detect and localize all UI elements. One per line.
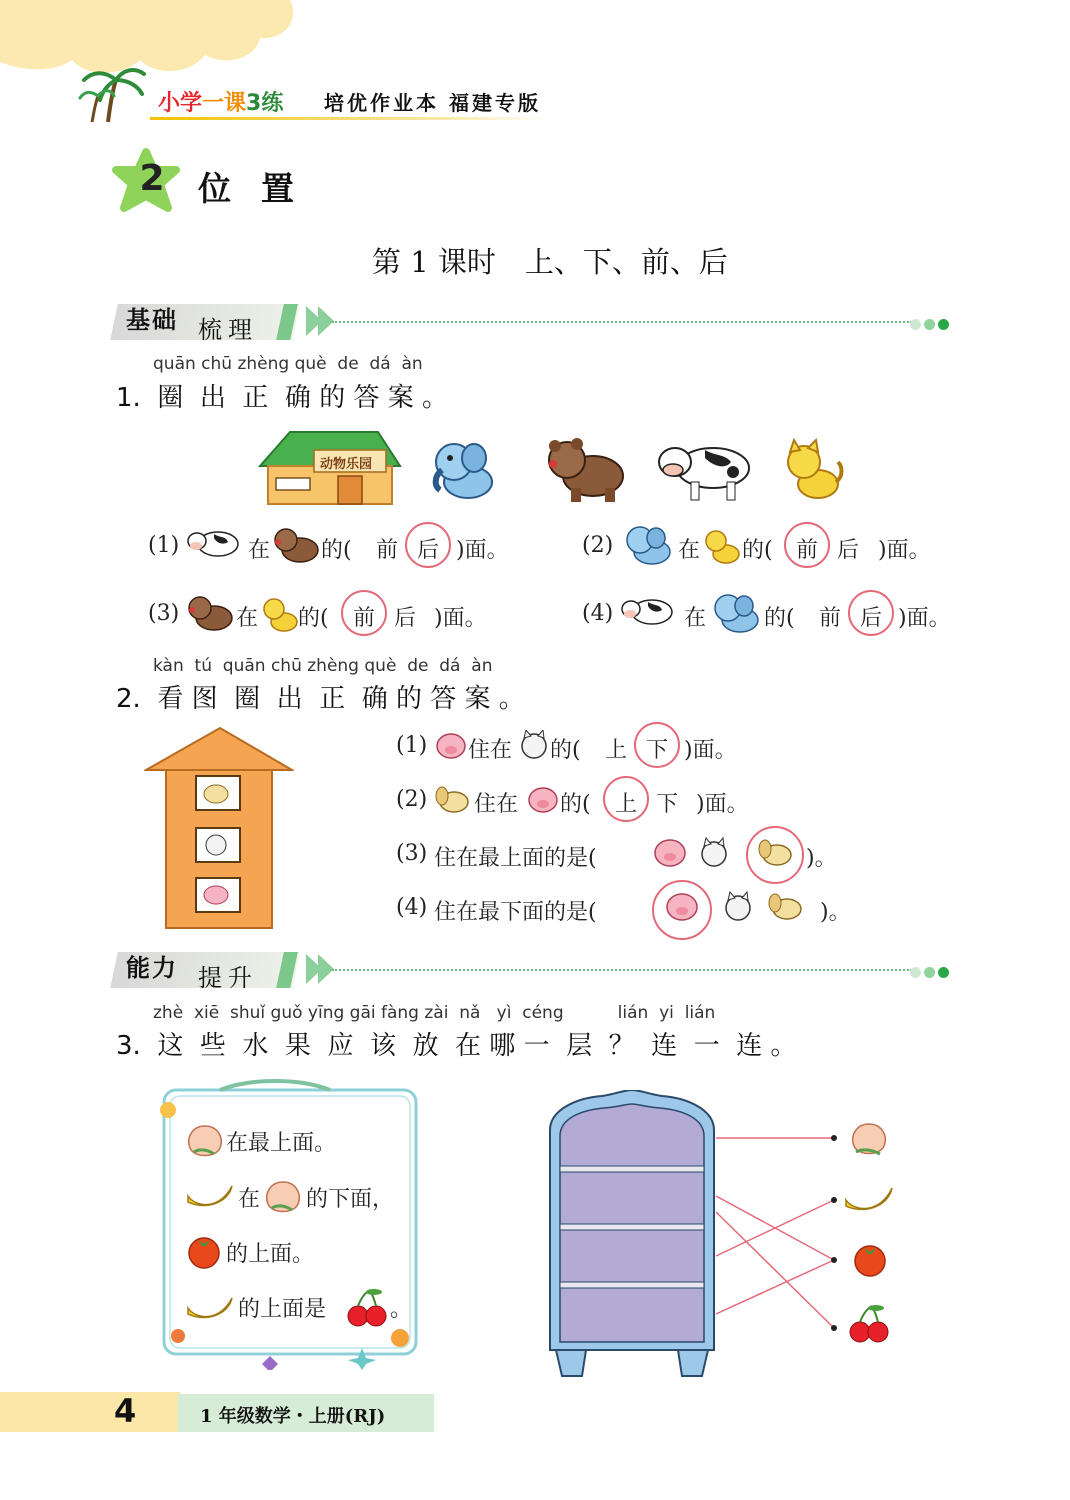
q2-item-4-text: 住在最下面的是( [434, 900, 597, 925]
bookshelf-cabinet [546, 1090, 718, 1380]
q1-item-3-end: 的( [298, 606, 329, 631]
cat-icon [260, 594, 300, 634]
cow-icon [620, 594, 674, 632]
q1-item-2-option-back[interactable]: 后 [837, 538, 860, 563]
dot-trail-icon [910, 315, 952, 334]
section-banner-basic [114, 304, 954, 346]
dotted-rule [332, 969, 912, 971]
chapter-number: 2 [139, 158, 165, 199]
q1-item-4-end: 的( [764, 606, 795, 631]
pig-icon [434, 730, 468, 762]
q1-item-2-close: )面。 [878, 538, 931, 563]
q3-clue-4-mid: 的上面是 [238, 1297, 327, 1322]
q3-clue-1: 在最上面。 [226, 1131, 337, 1156]
elephant-icon [708, 590, 762, 636]
dog-icon [434, 784, 470, 816]
pig-icon [526, 784, 560, 816]
cat-icon [702, 526, 742, 566]
q3-pinyin: zhè xiē shuǐ guǒ yīng gāi fàng zài nǎ yì céng lián yi lián [153, 1003, 716, 1023]
series-logo-part-a: 小学 [158, 91, 203, 116]
footer-page-tab [0, 1392, 180, 1432]
banana-icon [184, 1288, 236, 1326]
page-number: 4 [114, 1392, 137, 1430]
pig-icon[interactable] [652, 836, 688, 870]
q1-item-1-option-front[interactable]: 前 [376, 538, 399, 563]
peach-icon [184, 1120, 226, 1160]
bear-icon [545, 434, 627, 504]
dot-trail-icon [910, 963, 952, 982]
cherry-icon[interactable] [846, 1302, 892, 1344]
series-logo [158, 86, 283, 117]
q2-item-3-close: )。 [806, 846, 837, 871]
q2-item-2-mid: 住在 [474, 792, 519, 817]
answer-connector-lines [700, 1120, 850, 1340]
q2-item-2-option-up[interactable]: 上 [615, 792, 638, 817]
series-logo-part-c: 3练 [246, 91, 284, 116]
q1-item-4-number: (4) [582, 601, 614, 626]
q1-item-2-end: 的( [742, 538, 773, 563]
q1-item-4-mid: 在 [684, 606, 707, 631]
header-underline [150, 117, 550, 120]
q1-item-4-option-front[interactable]: 前 [819, 606, 842, 631]
cat-icon [518, 730, 550, 762]
pig-icon[interactable] [664, 890, 700, 924]
elephant-icon [620, 522, 674, 568]
q2-item-1-end: 的( [550, 738, 581, 763]
series-logo-part-b: 一课 [202, 91, 247, 116]
chapter-title: 位置 [198, 169, 324, 208]
banner-tag-secondary: 提升 [198, 964, 258, 992]
q1-item-1-close: )面。 [456, 538, 509, 563]
q3-clue-4-suffix: 。 [390, 1297, 413, 1322]
dog-icon[interactable] [766, 890, 804, 924]
section-banner-advanced [114, 952, 954, 994]
q3-prompt: 3. 这 些 水 果 应 该 放 在 哪 一 层 ？ 连 一 连 。 [116, 1031, 797, 1061]
cat-icon [780, 438, 846, 504]
cow-icon [186, 526, 240, 564]
banner-tag-primary: 能力 [126, 954, 178, 982]
book-title: 1 年级数学・上册(RJ) [200, 1406, 386, 1427]
bear-icon [186, 592, 234, 634]
q2-item-4-number: (4) [396, 895, 428, 920]
elephant-icon [426, 436, 500, 504]
q2-item-3-number: (3) [396, 841, 428, 866]
q2-item-4-close: )。 [820, 900, 851, 925]
banana-icon [184, 1176, 236, 1214]
q2-item-1-close: )面。 [684, 738, 737, 763]
q1-item-1-option-back[interactable]: 后 [417, 538, 440, 563]
q2-item-2-end: 的( [560, 792, 591, 817]
q2-item-2-option-down[interactable]: 下 [656, 792, 679, 817]
cat-icon[interactable] [698, 836, 730, 870]
q2-item-3-text: 住在最上面的是( [434, 846, 597, 871]
q2-item-1-option-down[interactable]: 下 [646, 738, 669, 763]
q1-item-2-option-front[interactable]: 前 [796, 538, 819, 563]
banner-tag-secondary: 梳理 [198, 316, 258, 344]
dotted-rule [332, 321, 912, 323]
banner-tag-primary: 基础 [126, 306, 178, 334]
q3-clue-2-mid: 在 [238, 1187, 261, 1212]
zoo-sign: 动物乐园 [320, 457, 373, 472]
q3-clue-2-suffix: 的下面， [306, 1187, 395, 1212]
q3-clue-3: 的上面。 [226, 1242, 315, 1267]
q1-item-1-mid: 在 [248, 538, 271, 563]
q1-item-4-close: )面。 [898, 606, 951, 631]
cat-icon[interactable] [722, 890, 754, 924]
q1-item-3-option-back[interactable]: 后 [394, 606, 417, 631]
cherry-icon [344, 1286, 390, 1328]
peach-icon [262, 1176, 304, 1216]
q1-item-3-mid: 在 [236, 606, 259, 631]
lesson-title: 第 1 课时 上、下、前、后 [372, 245, 728, 279]
q1-pinyin: quān chū zhèng què de dá àn [153, 354, 423, 374]
q2-pinyin: kàn tú quān chū zhèng què de dá àn [153, 656, 493, 676]
palm-tree-icon [78, 66, 148, 124]
q2-item-1-mid: 住在 [468, 738, 513, 763]
header-subtitle: 培优作业本 福建专版 [324, 91, 541, 115]
q1-item-2-mid: 在 [678, 538, 701, 563]
q2-prompt: 2. 看 图 圈 出 正 确 的 答 案 。 [116, 684, 525, 714]
header-cloud-decoration [0, 0, 300, 80]
tomato-icon[interactable] [850, 1240, 890, 1278]
bear-icon [272, 524, 320, 566]
apartment-building-illustration [144, 726, 294, 930]
banana-icon[interactable] [842, 1180, 896, 1218]
q1-item-1-end: 的( [321, 538, 352, 563]
dog-icon[interactable] [756, 836, 794, 870]
q2-item-2-number: (2) [396, 787, 428, 812]
q2-item-1-option-up[interactable]: 上 [605, 738, 628, 763]
tomato-icon [184, 1232, 224, 1270]
peach-icon[interactable] [846, 1118, 892, 1160]
q1-item-3-number: (3) [148, 601, 180, 626]
q2-item-1-number: (1) [396, 733, 428, 758]
q1-item-3-close: )面。 [434, 606, 487, 631]
q1-item-4-option-back[interactable]: 后 [860, 606, 883, 631]
cow-icon [655, 436, 755, 502]
q1-prompt: 1. 圈 出 正 确 的 答 案 。 [116, 383, 448, 413]
q1-item-3-option-front[interactable]: 前 [353, 606, 376, 631]
q1-item-1-number: (1) [148, 533, 180, 558]
q2-item-2-close: )面。 [696, 792, 749, 817]
q1-item-2-number: (2) [582, 533, 614, 558]
